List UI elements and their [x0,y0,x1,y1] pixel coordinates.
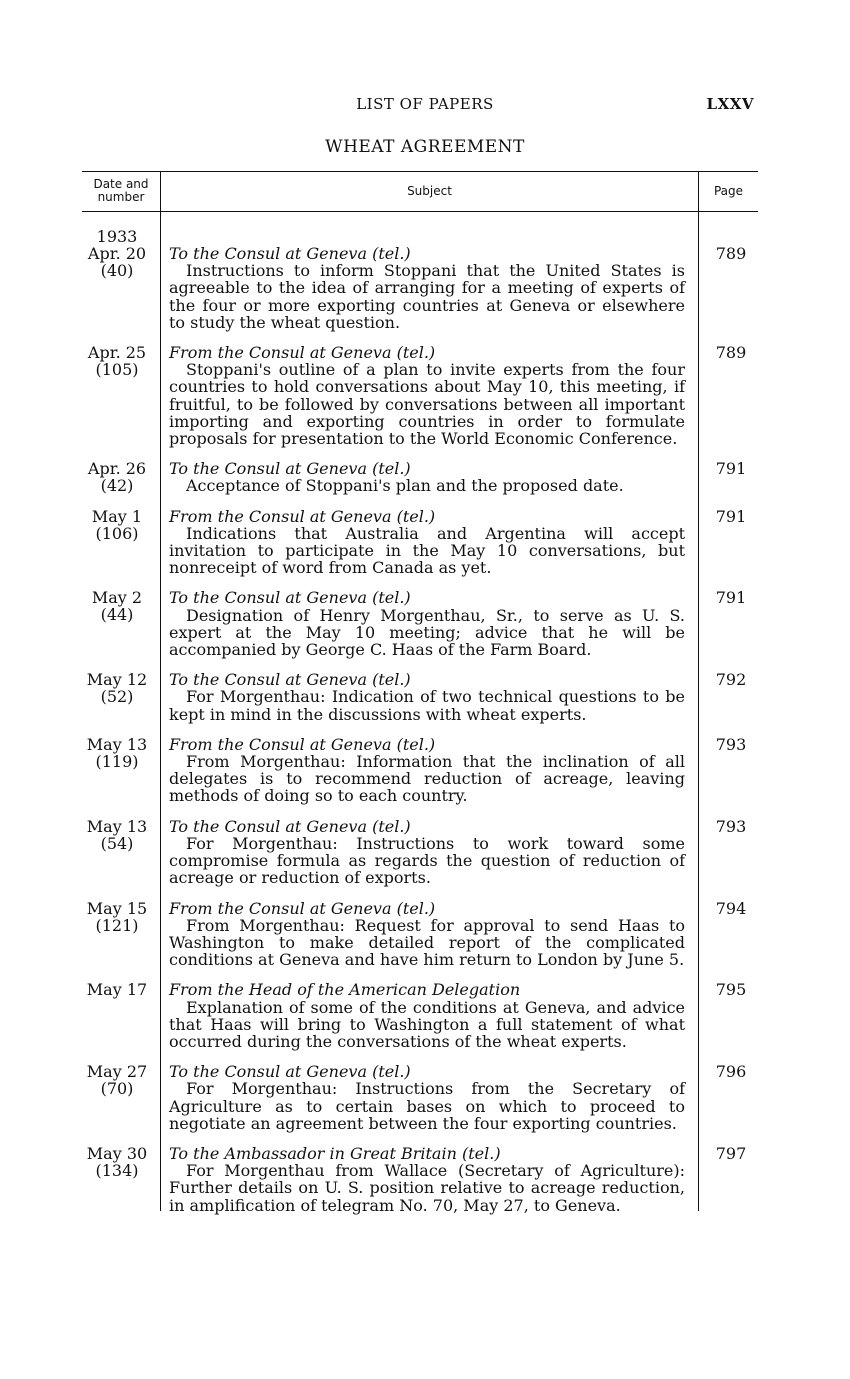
entry-addressee: From the Consul at Geneva (tel.) [169,898,436,918]
entry-number: (42) [100,476,134,496]
date-cell [82,589,152,623]
entry-addressee: From the Consul at Geneva (tel.) [169,343,436,363]
entry-description: From Morgenthau: Request for approval to send Haas to Washington to make detailed report of the complicated conditions at Geneva and have him return to London by June 5. [169,915,685,970]
entry-number: (106) [95,523,139,543]
table-row [82,1145,758,1214]
entry-description: For Morgenthau from Wallace (Secretary of Agriculture): Further details on U. S. position relative to acreage reduction, in amplification of telegram No. 70, May 27, to Geneva. [169,1161,685,1215]
subject-cell [169,460,685,494]
entry-description: From Morgenthau: Information that the inclination of all delegates is to recommend reduction of acreage, leaving methods of doing so to each country. [169,752,685,806]
entry-date: Apr. 26 [87,459,147,479]
entry-date: May 1 [91,506,143,526]
entry-page: 791 [715,588,747,608]
date-cell [82,1063,152,1097]
entry-description: For Morgenthau: Indication of two technical questions to be kept in mind in the discussions with wheat experts. [169,687,685,724]
entry-date: May 30 [86,1143,148,1163]
table-row [82,508,758,577]
column-header-page: Page [713,183,744,198]
subject-cell [169,818,685,887]
entry-description: Instructions to inform Stoppani that the United States is agreeable to the idea of arranging for a meeting of experts of the four or more exporting countries at Geneva or elsewhere to study the wheat question. [169,261,685,332]
entry-page: 794 [715,898,747,918]
entry-addressee: From the Consul at Geneva (tel.) [169,734,436,754]
entry-addressee: To the Ambassador in Great Britain (tel.) [169,1143,501,1163]
entry-description: Stoppani's outline of a plan to invite experts from the four countries to hold conversations about May 10, this meeting, if fruitful, to be followed by conversations between all important importing and exporting countries in order to formulate proposals for presentation to the World Economic Conference. [169,360,685,449]
entry-page: 792 [715,670,747,690]
subject-cell [169,245,685,331]
entry-addressee: To the Consul at Geneva (tel.) [169,459,411,479]
entry-description: Acceptance of Stoppani's plan and the proposed date. [186,476,624,496]
entry-addressee: From the Consul at Geneva (tel.) [169,506,436,526]
table-row [82,1063,758,1132]
entry-page: 795 [715,980,747,1000]
entry-date: Apr. 20 [87,244,147,263]
date-cell [82,245,152,279]
entry-addressee: To the Consul at Geneva (tel.) [169,670,411,690]
date-cell [82,671,152,705]
entry-date: May 12 [86,670,148,690]
entry-page: 796 [715,1062,747,1082]
entry-number: (40) [100,261,134,280]
date-cell [82,1145,152,1179]
table-rows [82,245,758,1227]
subject-cell [169,981,685,1050]
table-row [82,818,758,887]
entry-description: For Morgenthau: Instructions to work toward some compromise formula as regards the question of reduction of acreage or reduction of exports. [169,833,685,888]
date-cell [82,900,152,934]
entry-page: 793 [715,734,747,754]
entry-addressee: To the Consul at Geneva (tel.) [169,1062,411,1082]
section-title: WHEAT AGREEMENT [325,137,525,157]
subject-cell [169,508,685,577]
subject-cell [169,344,685,447]
entry-number: (52) [100,687,134,707]
date-cell [82,736,152,770]
entry-page: 789 [715,343,747,363]
date-cell [82,508,152,542]
entry-page: 791 [715,506,747,526]
entry-description: Designation of Henry Morgenthau, Sr., to serve as U. S. expert at the May 10 meeting; advice that he will be accompanied by George C. Haas of the Farm Board. [169,605,685,660]
entry-number: (44) [100,605,134,625]
entry-number: (105) [95,360,139,380]
entry-addressee: From the Head of the American Delegation [169,980,521,1000]
table-row [82,245,758,331]
entry-number: (134) [95,1160,139,1180]
table-header-rule [82,211,758,212]
subject-cell [169,1145,685,1214]
subject-cell [169,900,685,969]
subject-cell [169,589,685,658]
entry-description: Explanation of some of the conditions at Geneva, and advice that Haas will bring to Washington a full statement of what occurred during the conversations of the wheat experts. [169,997,685,1051]
entry-date: May 2 [91,588,143,608]
table-row [82,671,758,723]
entry-date: May 17 [86,980,148,1000]
entry-number: (121) [95,915,139,935]
table-row [82,344,758,447]
running-title: LIST OF PAPERS [356,95,494,113]
entry-addressee: To the Consul at Geneva (tel.) [169,244,411,263]
entry-date: Apr. 25 [87,343,147,363]
entry-date: May 13 [86,816,148,836]
date-cell [82,981,152,998]
entry-number: (54) [100,833,134,853]
entry-date: May 15 [86,898,148,918]
entry-date: May 13 [86,734,148,754]
entry-description: Indications that Australia and Argentina will accept invitation to participate in the May 10 conversations, but nonreceipt of word from Canada as yet. [169,523,685,578]
table-row [82,460,758,494]
table-row [82,981,758,1050]
entry-number: (70) [100,1079,134,1099]
entry-page: 797 [715,1143,747,1163]
running-head [0,95,850,117]
entry-number: (119) [95,751,139,771]
page-number: LXXV [706,95,754,113]
subject-cell [169,671,685,723]
date-cell [82,818,152,852]
entry-page: 789 [715,244,747,263]
subject-cell [169,1063,685,1132]
year-label: 1933 [96,227,138,246]
subject-cell [169,736,685,805]
entry-date: May 27 [86,1062,148,1082]
column-header-subject: Subject [407,183,452,198]
table-row [82,736,758,805]
date-cell [82,344,152,378]
table-row [82,900,758,969]
entry-addressee: To the Consul at Geneva (tel.) [169,816,411,836]
table-row [82,589,758,658]
entry-page: 791 [715,459,747,479]
entry-page: 793 [715,816,747,836]
entry-addressee: To the Consul at Geneva (tel.) [169,588,411,608]
column-header-date: Date and number [93,177,149,204]
entry-description: For Morgenthau: Instructions from the Secretary of Agriculture as to certain bases on which to proceed to negotiate an agreement between the four exporting countries. [169,1079,685,1133]
date-cell [82,460,152,494]
